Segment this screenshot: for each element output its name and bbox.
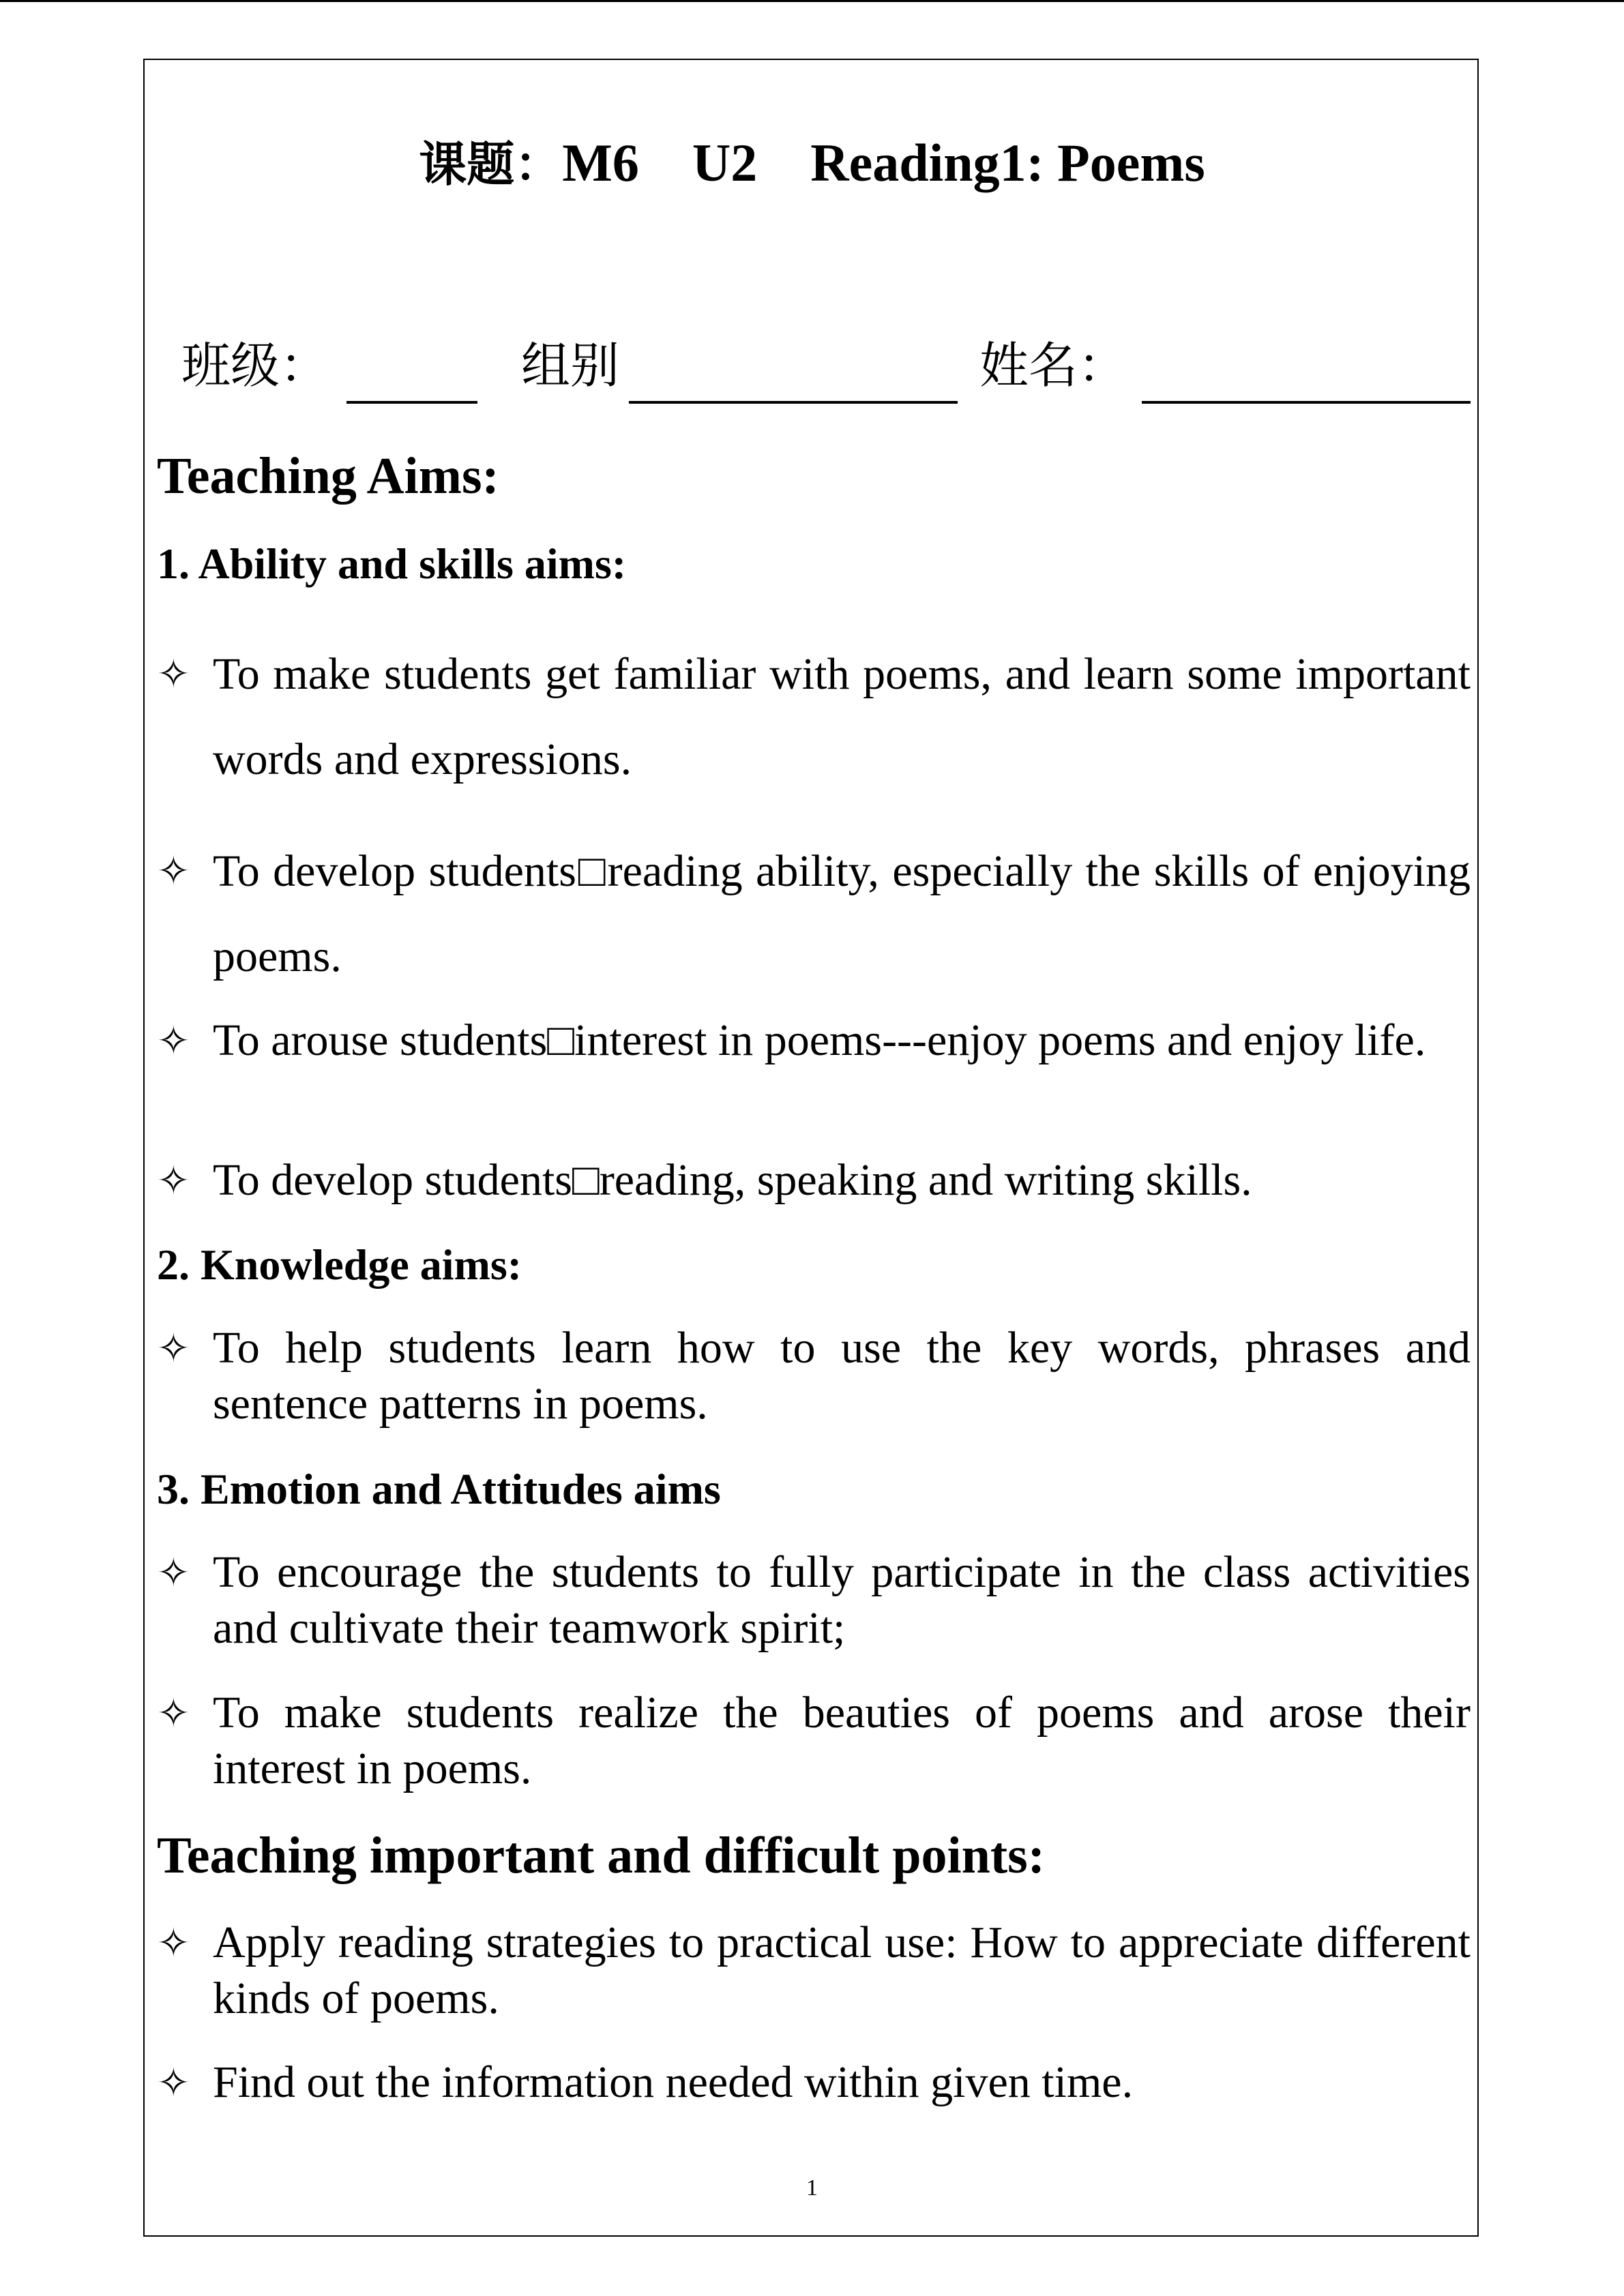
knowledge-aims-heading: 2. Knowledge aims: — [157, 1240, 522, 1289]
emotion-aims-heading: 3. Emotion and Attitudes aims — [157, 1465, 721, 1513]
name-blank[interactable] — [1142, 401, 1471, 404]
star-bullet-icon: ✧ — [157, 651, 190, 697]
list-item: ✧ To make students get familiar with poems, and learn some important words and expressions. — [157, 631, 1471, 802]
star-bullet-icon: ✧ — [157, 1549, 190, 1596]
page-title — [0, 133, 1624, 192]
class-label: 班级： — [181, 337, 329, 394]
group-blank[interactable] — [629, 401, 958, 404]
star-bullet-icon: ✧ — [157, 1690, 190, 1736]
important-points-heading: Teaching important and difficult points: — [157, 1827, 1046, 1884]
list-item: ✧ Apply reading strategies to practical use: How to appreciate different kinds of poems. — [157, 1915, 1471, 2027]
list-item: ✧ To develop students□reading, speaking and writing skills. — [157, 1152, 1471, 1208]
star-bullet-icon: ✧ — [157, 1157, 190, 1204]
star-bullet-icon: ✧ — [157, 2059, 190, 2106]
ability-aims-heading: 1. Ability and skills aims: — [157, 539, 627, 588]
list-item: ✧ To encourage the students to fully participate in the class activities and cultivate their teamwork spirit; — [157, 1545, 1471, 1656]
page-number: 1 — [806, 2175, 818, 2201]
list-item: ✧ Find out the information needed within given time. — [157, 2055, 1471, 2111]
star-bullet-icon: ✧ — [157, 1017, 190, 1064]
star-bullet-icon: ✧ — [157, 848, 190, 894]
star-bullet-icon: ✧ — [157, 1920, 190, 1966]
list-item: ✧ To arouse students□interest in poems---enjoy poems and enjoy life. — [157, 1013, 1471, 1069]
list-item: ✧ To develop students□reading ability, especially the skills of enjoying poems. — [157, 829, 1471, 999]
top-rule — [0, 0, 1624, 2]
name-label: 姓名： — [979, 337, 1127, 394]
list-item: ✧ To make students realize the beauties of poems and arose their interest in poems. — [157, 1685, 1471, 1797]
page-frame — [143, 59, 1479, 2237]
group-label: 组别 — [521, 337, 620, 394]
list-item: ✧ To help students learn how to use the key words, phrases and sentence patterns in poems. — [157, 1320, 1471, 1432]
title-text: M6 U2 Reading1: Poems — [562, 133, 1205, 192]
teaching-aims-heading: Teaching Aims: — [157, 447, 499, 505]
star-bullet-icon: ✧ — [157, 1325, 190, 1371]
title-prefix: 课题： — [419, 136, 563, 192]
class-blank[interactable] — [346, 401, 477, 404]
